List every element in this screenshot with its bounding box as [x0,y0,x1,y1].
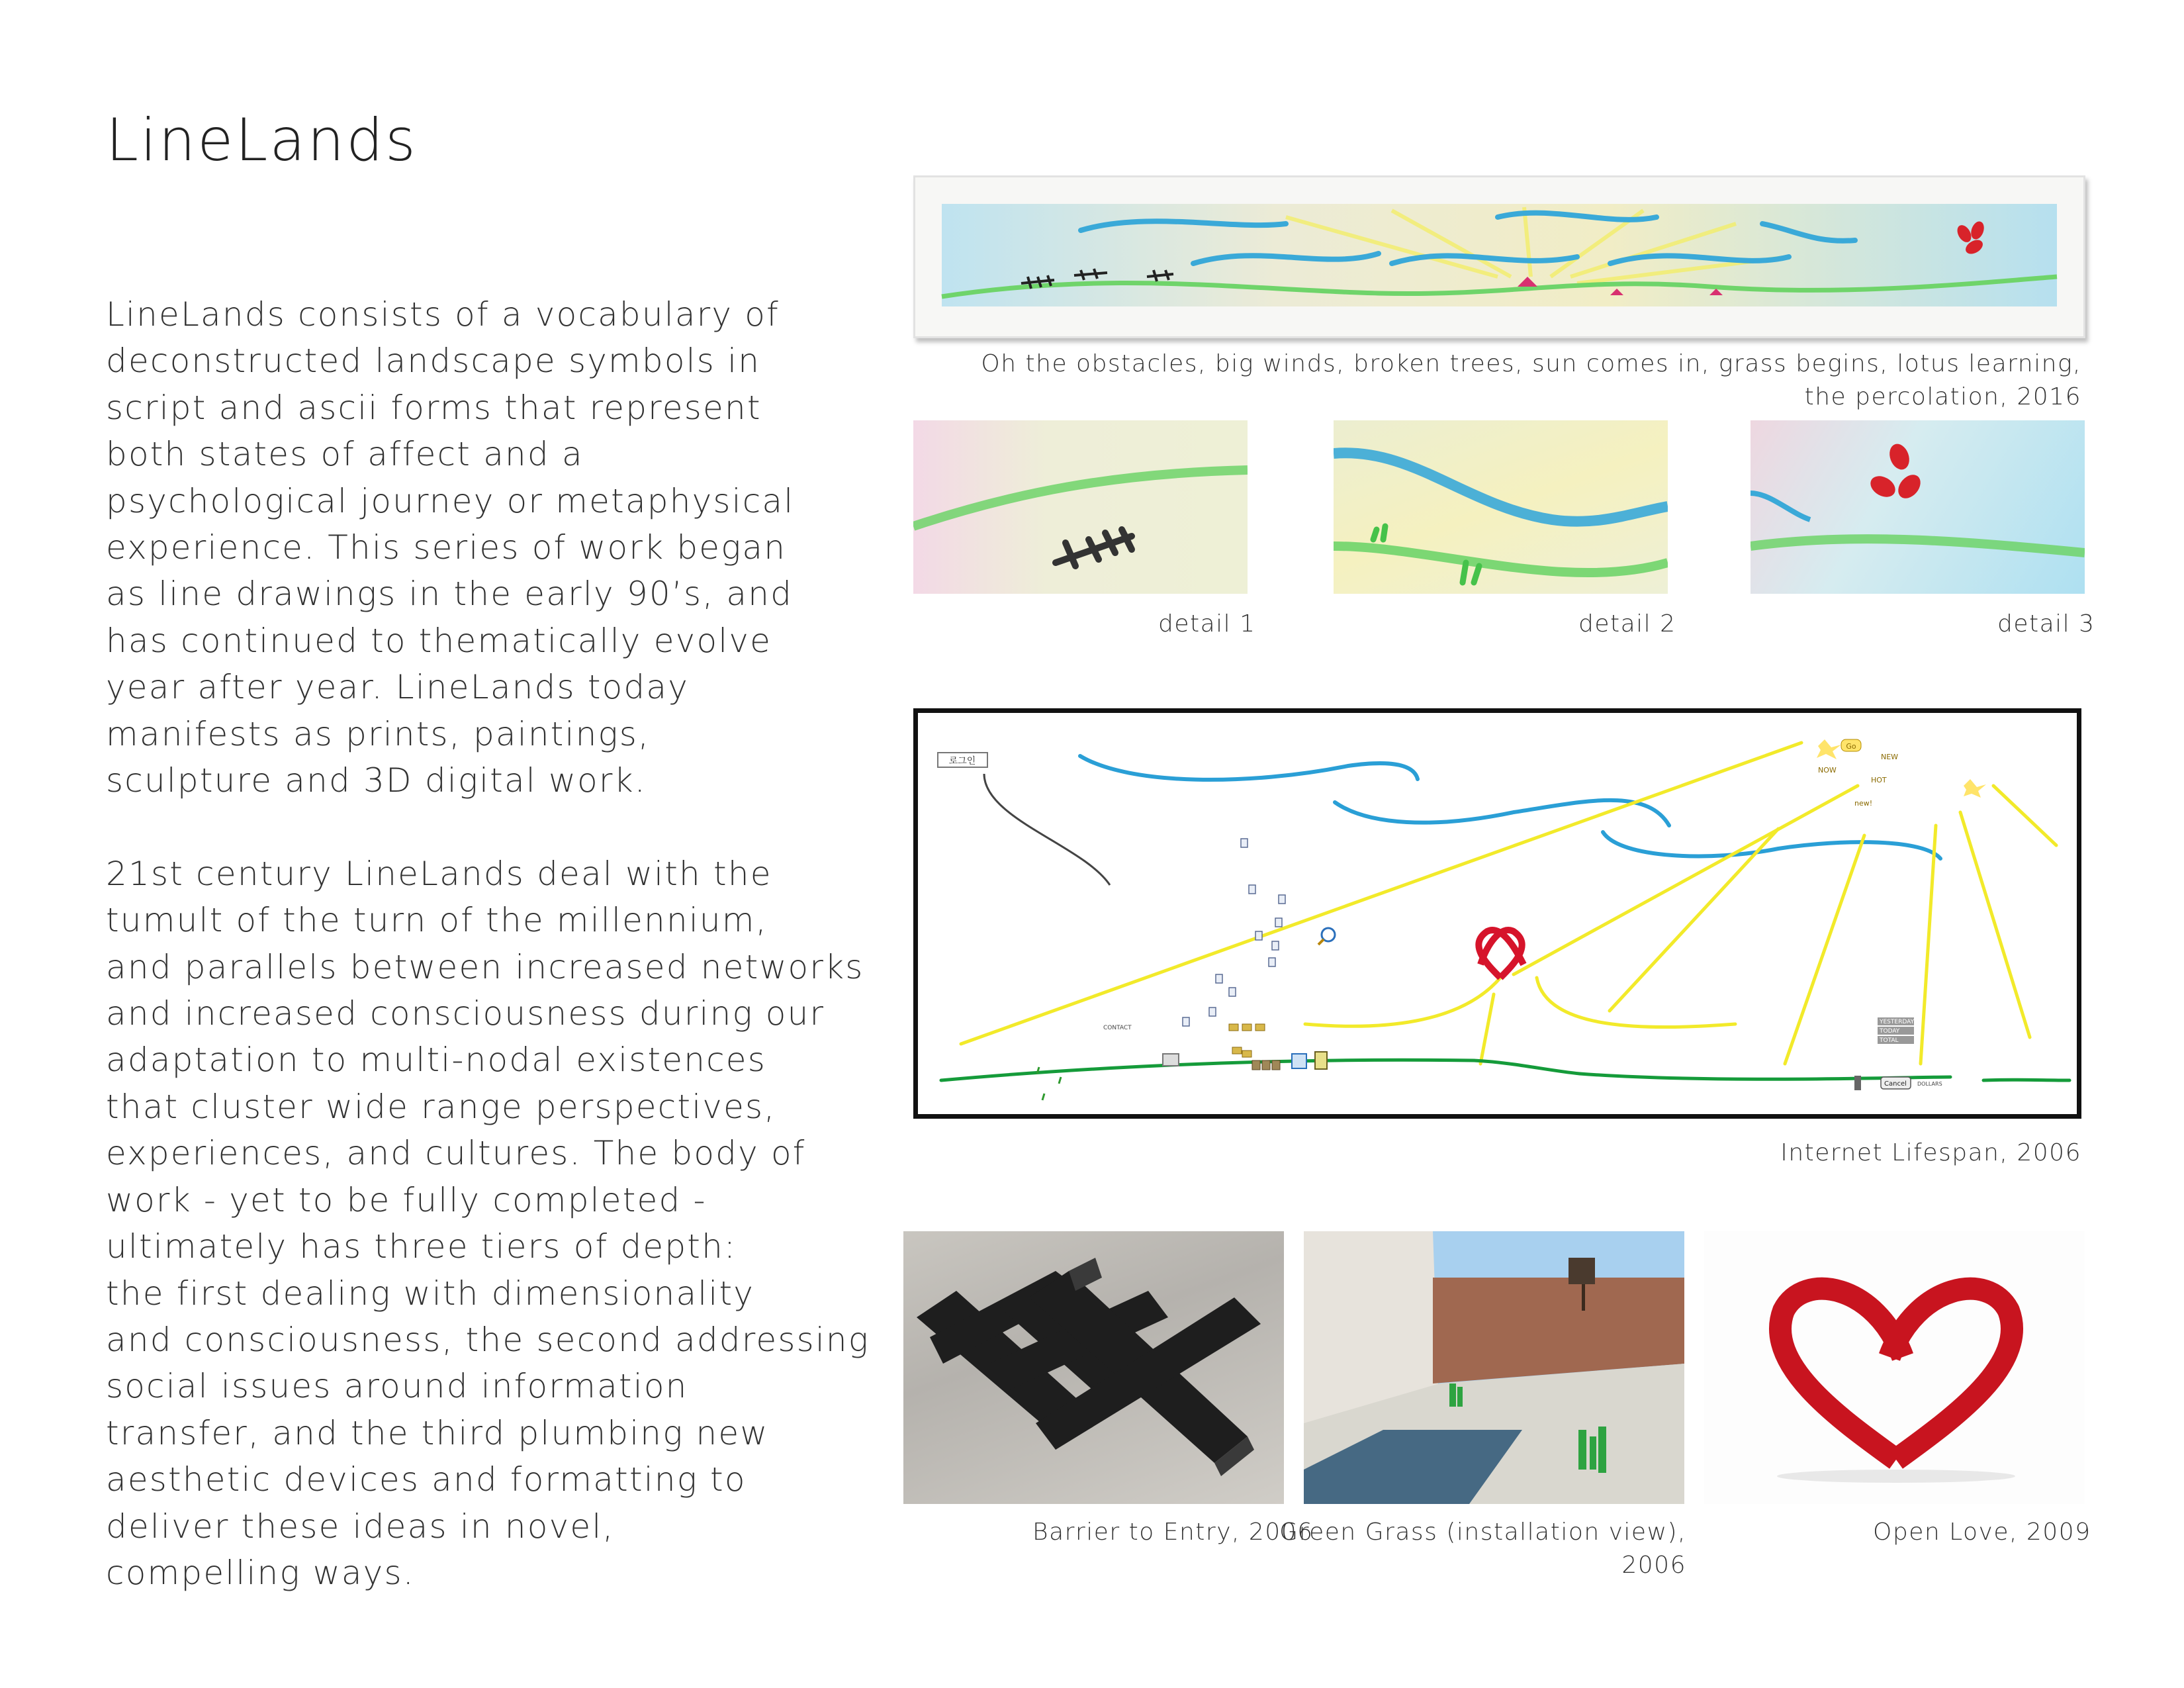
login-label: 로그인 [948,756,976,767]
text-line: as line drawings in the early 90’s, and [106,575,794,614]
sun-word-now: NOW [1818,766,1837,774]
text-line: has continued to thematically evolve [106,621,772,660]
detail-3-caption: detail 3 [1997,610,2095,637]
grass-caption [1279,1516,1686,1582]
barrier-caption: Barrier to Entry, 2006 [1032,1519,1314,1546]
text-line: experiences, and cultures. The body of [106,1134,806,1173]
panorama-caption [981,348,2081,414]
text-line: both states of affect and a [106,435,584,474]
text-line: transfer, and the third plumbing new [106,1413,769,1452]
text-line: social issues around information [106,1367,688,1406]
open-love-photo [1704,1231,2085,1504]
text-line: sculpture and 3D digital work. [106,761,647,800]
internet-lifespan-artwork [913,708,2081,1119]
contact-label: CONTACT [1103,1025,1132,1031]
text-line: psychological journey or metaphysical [106,481,795,520]
sun-word-hot: HOT [1871,776,1887,784]
detail-3-image [1751,420,2085,594]
panorama-painting [913,175,2085,338]
stat-yesterday: YESTERDAY [1880,1019,1915,1025]
text-line: the first dealing with dimensionality [106,1274,755,1313]
text-line: manifests as prints, paintings, [106,714,651,753]
green-grass-photo [1304,1231,1684,1504]
text-line: compelling ways. [106,1553,415,1592]
text-line: and parallels between increased networks [106,947,864,986]
text-line: aesthetic devices and formatting to [106,1460,747,1499]
paragraph-gap [106,804,867,850]
detail-1-caption: detail 1 [1158,610,1256,637]
text-line: experience. This series of work began [106,528,787,567]
text-line: tumult of the turn of the millennium, [106,901,768,940]
dollars-label: DOLLARS [1917,1081,1942,1087]
text-line: ultimately has three tiers of depth: [106,1227,737,1266]
panorama-image [915,177,2083,336]
caption-line: the percolation, 2016 [1804,383,2081,410]
text-line: deliver these ideas in novel, [106,1507,615,1546]
stat-total: TOTAL [1880,1037,1899,1044]
text-line: year after year. LineLands today [106,668,689,707]
caption-line: Oh the obstacles, big winds, broken trees, sun comes in, grass begins, lotus learning, [981,350,2081,377]
sun-word-new: NEW [1881,753,1899,761]
sun-word-go: Go [1846,742,1856,751]
cancel-label: Cancel [1884,1080,1907,1088]
detail-1-image [913,420,1248,594]
page-title: LineLands [106,106,418,174]
internet-caption: Internet Lifespan, 2006 [1780,1139,2081,1166]
sun-word-new-excl: new! [1854,799,1873,808]
text-line: that cluster wide range perspectives, [106,1087,776,1126]
barrier-photo [903,1231,1284,1504]
text-line: and increased consciousness during our [106,994,825,1033]
text-line: script and ascii forms that represent [106,388,762,427]
text-line: deconstructed landscape symbols in [106,342,761,381]
caption-line: 2006 [1621,1552,1686,1579]
caption-line: Green Grass (installation view), [1279,1519,1686,1546]
text-line: 21st century LineLands deal with the [106,854,772,893]
text-line: and consciousness, the second addressing [106,1320,870,1359]
detail-2-image [1334,420,1668,594]
open-love-caption: Open Love, 2009 [1873,1519,2091,1546]
text-line: LineLands consists of a vocabulary of [106,295,780,334]
detail-2-caption: detail 2 [1578,610,1676,637]
body-text [106,291,870,1596]
text-line: adaptation to multi-nodal existences [106,1041,766,1080]
stat-today: TODAY [1880,1028,1900,1035]
text-line: work - yet to be fully completed - [106,1180,707,1219]
